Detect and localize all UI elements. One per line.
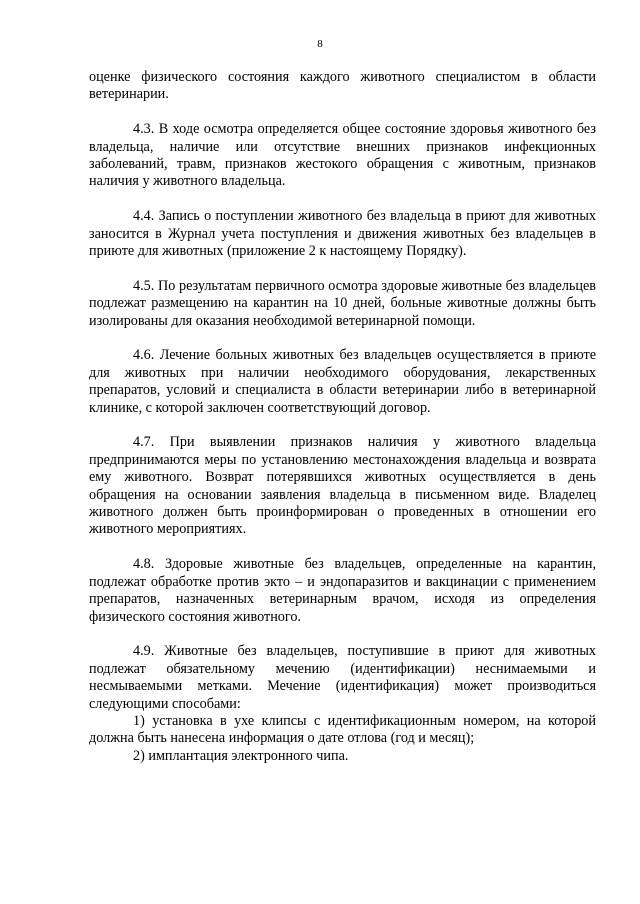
- list-item-chip: 2) имплантация электронного чипа.: [133, 747, 349, 764]
- paragraph-continuation: оценке физического состояния каждого животного специалистом в области ветеринарии.: [89, 69, 596, 103]
- paragraph-4-7: 4.7. При выявлении признаков наличия у животного владельца предпринимаются меры по установлению местонахождения владельца и возврата ему животного. Возврат потерявшихся животных осуществляется в день обращения на основании заявления владельца в письменном виде. Владелец животного должен быть проинформирован о проведенных в отношении его животного мероприятиях.: [89, 434, 596, 538]
- paragraph-4-4: 4.4. Запись о поступлении животного без владельца в приют для животных заносится в Журнал учета поступления и движения животных без владельцев в приюте для животных (приложение 2 к настоящему Порядку).: [89, 208, 596, 260]
- list-item-ear-clip: 1) установка в ухе клипсы с идентификационным номером, на которой должна быть нанесена информация о дате отлова (год и месяц);: [89, 712, 596, 747]
- paragraph-4-9: 4.9. Животные без владельцев, поступившие в приют для животных подлежат обязательному мечению (идентификации) неснимаемыми и несмываемыми метками. Мечение (идентификация) может производиться следующими способами:: [89, 643, 596, 712]
- page-number: 8: [317, 38, 323, 50]
- document-body: [89, 69, 596, 765]
- paragraph-4-5: 4.5. По результатам первичного осмотра здоровые животные без владельцев подлежат размещению на карантин на 10 дней, больные животные должны быть изолированы для оказания необходимой ветеринарной помощи.: [89, 277, 596, 329]
- paragraph-4-6: 4.6. Лечение больных животных без владельцев осуществляется в приюте для животных при наличии необходимого оборудования, лекарственных препаратов, условий и специалиста в области ветеринарии либо в ветеринарной клинике, с которой заключен соответствующий договор.: [89, 347, 596, 416]
- paragraph-4-8: 4.8. Здоровые животные без владельцев, определенные на карантин, подлежат обработке против экто – и эндопаразитов и вакцинации с применением препаратов, назначенных ветеринарным врачом, исходя из определения физического состояния животного.: [89, 556, 596, 625]
- paragraph-4-3: 4.3. В ходе осмотра определяется общее состояние здоровья животного без владельца, наличие или отсутствие внешних признаков инфекционных заболеваний, травм, признаков жестокого обращения с животным, признаков наличия у животного владельца.: [89, 121, 596, 190]
